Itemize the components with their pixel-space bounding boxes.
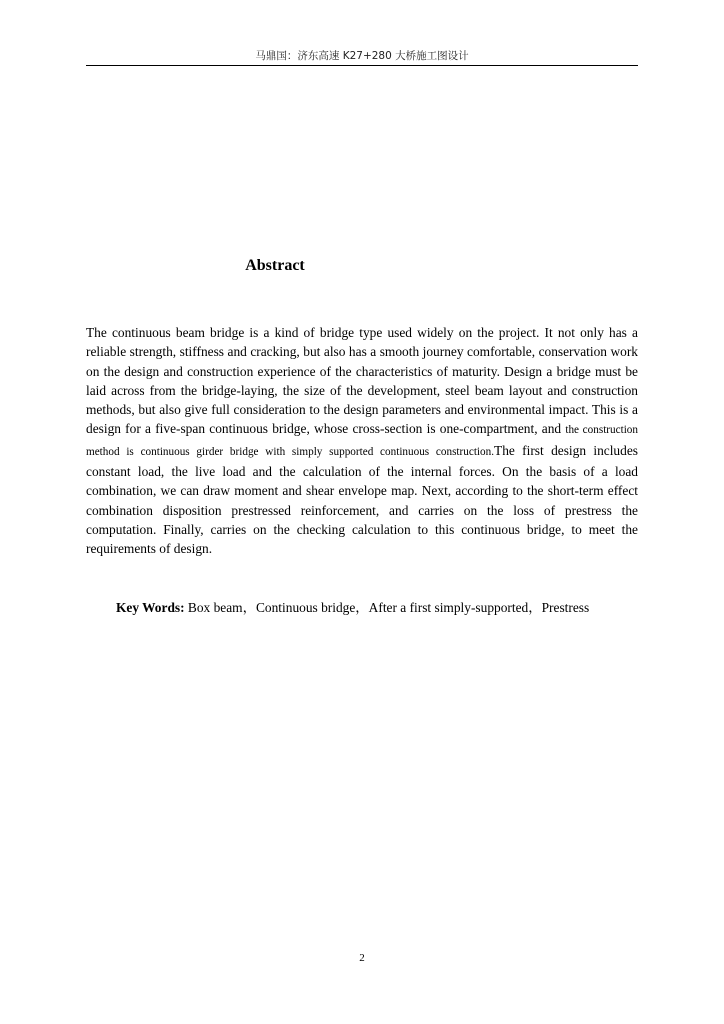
abstract-text-part2: the construction method is continuous girder bridge with simply supported continuous construction. <box>86 424 638 458</box>
abstract-title: Abstract <box>245 257 305 274</box>
keywords-values: Box beam，Continuous bridge，After a first simply-supported，Prestress <box>184 600 590 615</box>
abstract-text-part3: The first design includes constant load, the live load and the calculation of the internal forces. On the basis of a load combination, we can draw moment and shear envelope map. Next, according to the short-term effect combination disposition prestressed reinforcement, and carries on the loss of prestress the computation. Finally, carries on the checking calculation to this continuous bridge, to meet the requirements of design. <box>86 442 638 557</box>
abstract-body <box>86 323 638 559</box>
abstract-text-part1: The continuous beam bridge is a kind of bridge type used widely on the project. It not only has a reliable strength, stiffness and cracking, but also has a smooth journey comfortable, conservation work on the design and construction experience of the characteristics of maturity. Design a bridge must be laid across from the bridge-laying, the size of the development, steel beam layout and construction methods, but also give full consideration to the design parameters and environmental impact. This is a design for a five-span continuous bridge, whose cross-section is one-compartment, and <box>86 325 638 437</box>
running-header: 马鼎国：济东高速 K27+280 大桥施工图设计 <box>255 50 469 62</box>
header-rule <box>86 65 638 66</box>
keywords-line <box>116 598 638 617</box>
page-number: 2 <box>359 952 365 964</box>
keywords-label: Key Words: <box>116 600 185 615</box>
